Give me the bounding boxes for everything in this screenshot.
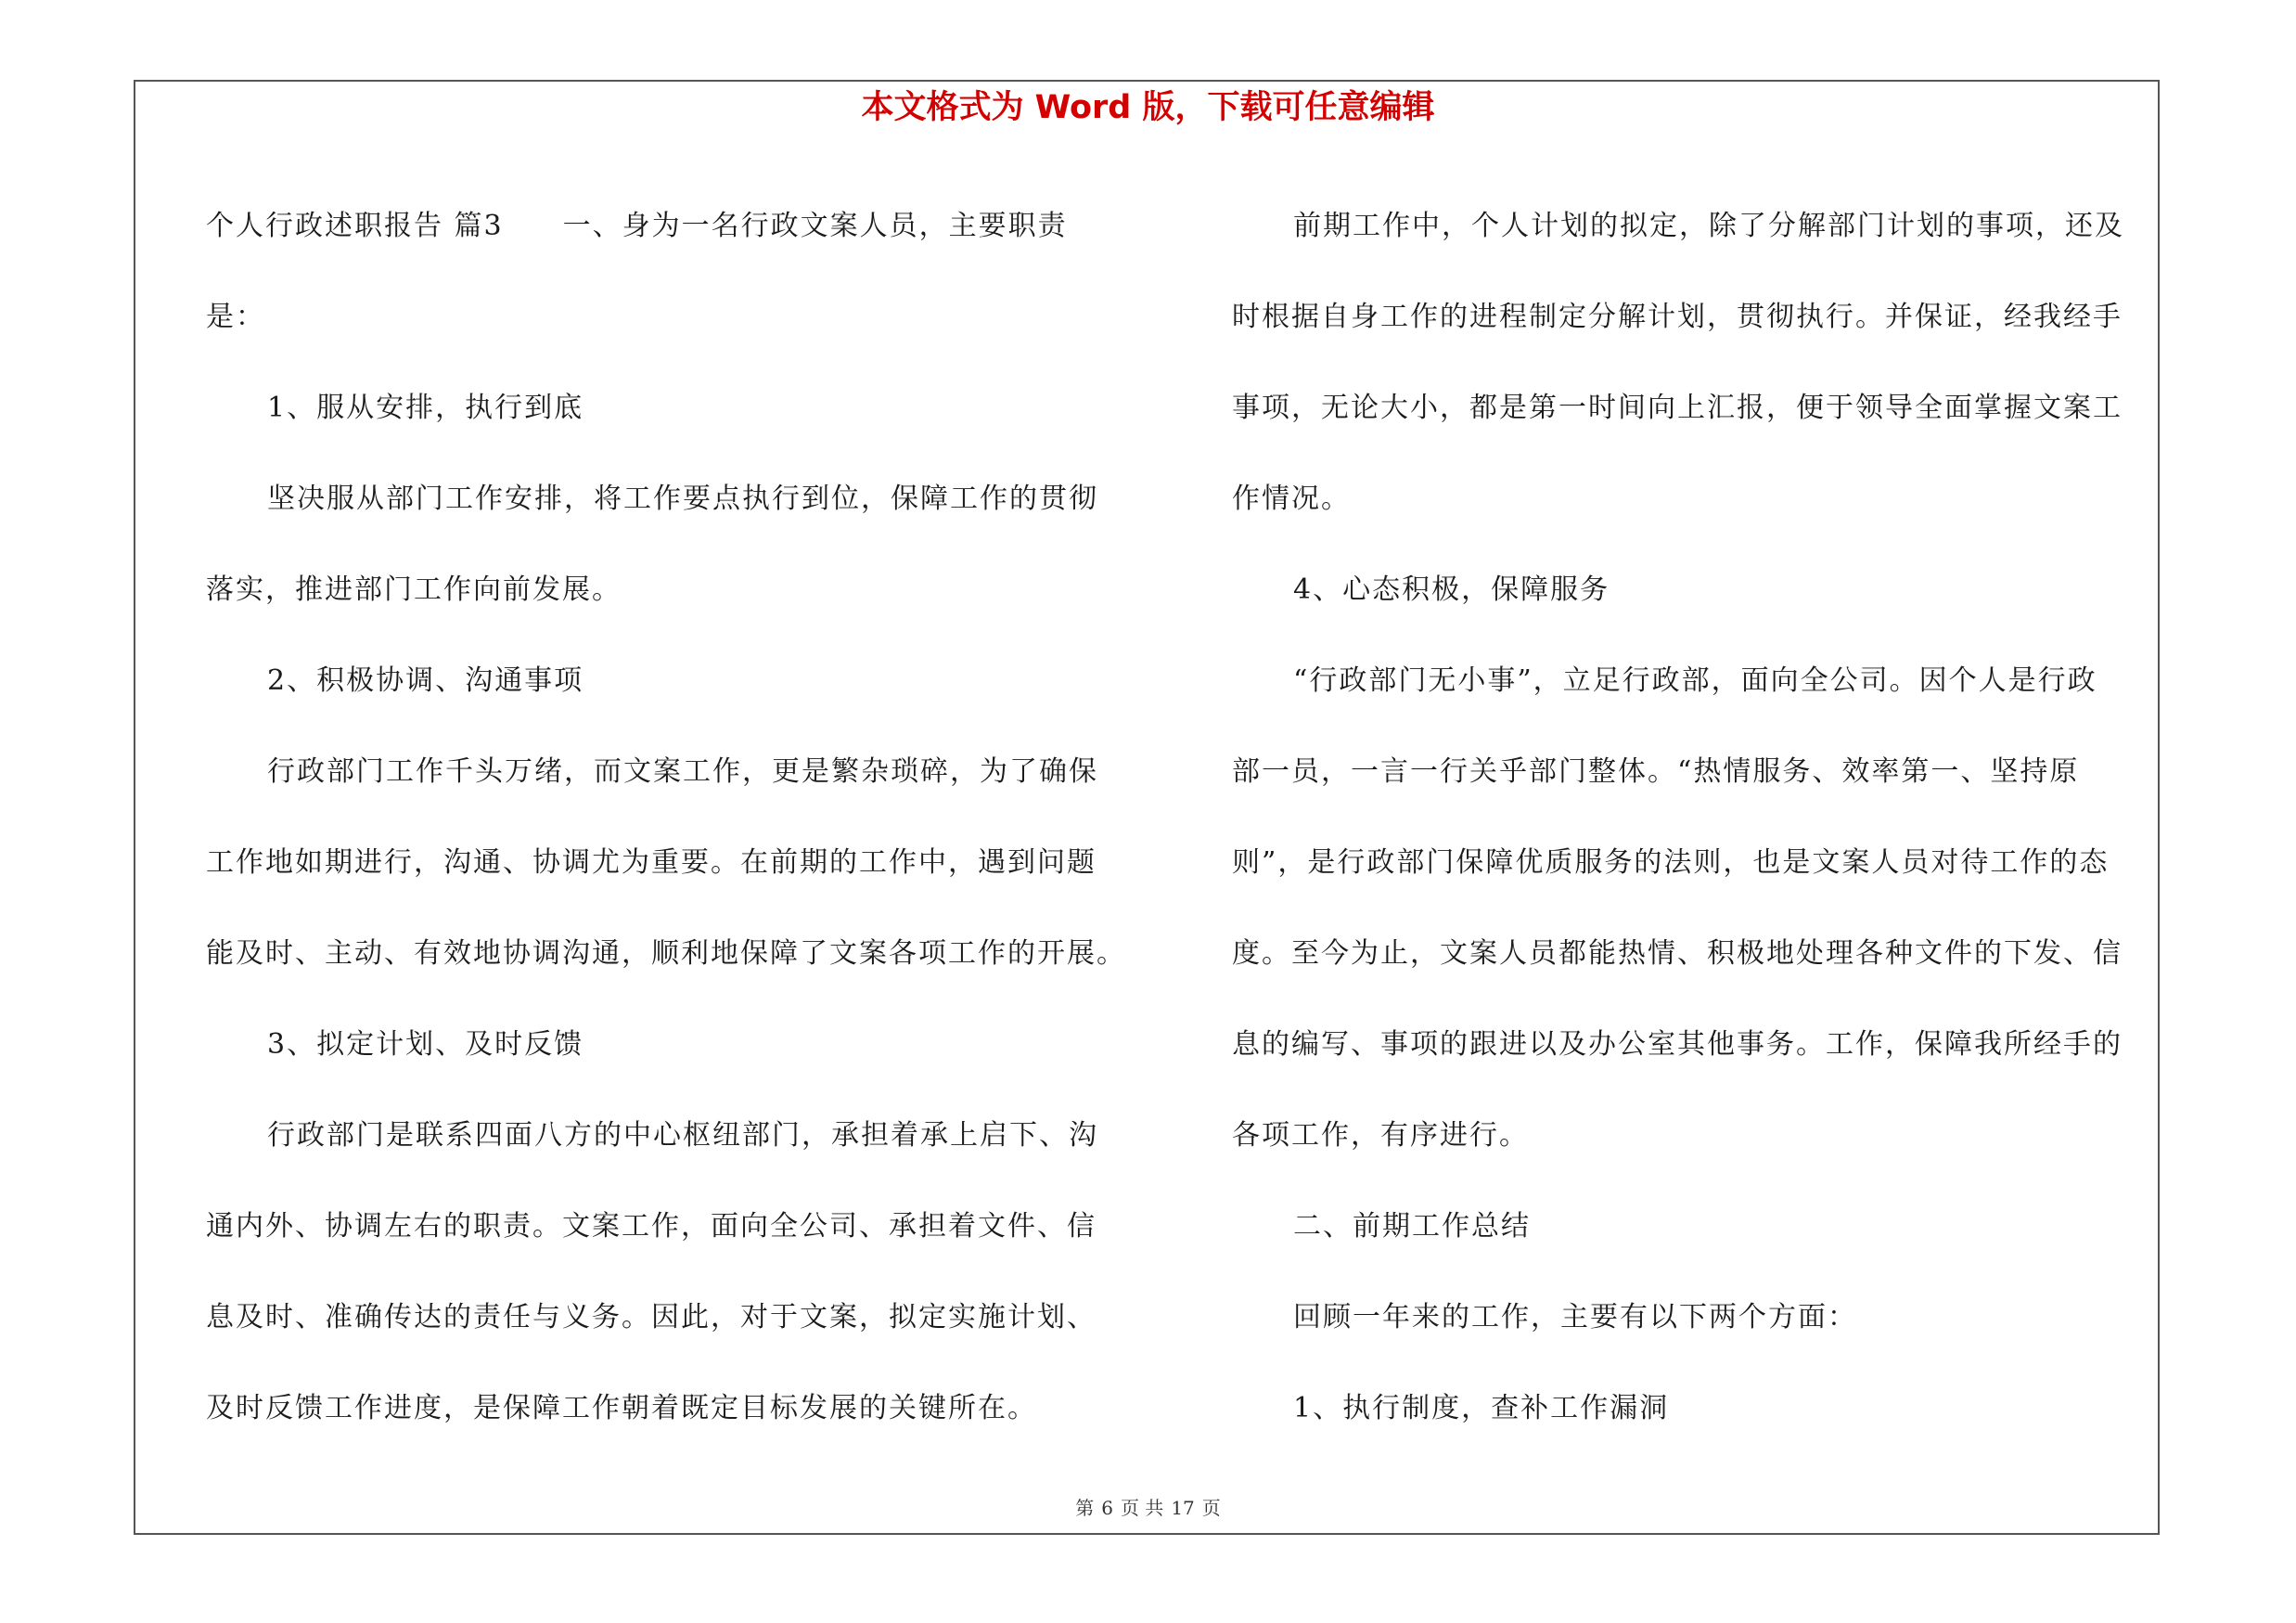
text-line: 作情况。 <box>1232 483 1351 515</box>
text-line: 息的编写、事项的跟进以及办公室其他事务。工作，保障我所经手的 <box>1232 1028 2123 1061</box>
text-line: 部一员，一言一行关乎部门整体。“热情服务、效率第一、坚持原 <box>1232 755 2080 788</box>
text-line: 行政部门工作千头万绪，而文案工作，更是繁杂琐碎，为了确保 <box>267 755 1098 788</box>
section-heading: 2、积极协调、沟通事项 <box>267 664 584 697</box>
footer-mid: 页 共 <box>1120 1497 1164 1519</box>
text-line: 个人行政述职报告 篇3 一、身为一名行政文案人员，主要职责 <box>206 210 1068 242</box>
text-line: 落实，推进部门工作向前发展。 <box>206 573 622 606</box>
left-column <box>206 181 1143 1454</box>
text-line: 事项，无论大小，都是第一时间向上汇报，便于领导全面掌握文案工 <box>1232 392 2123 424</box>
text-line: 回顾一年来的工作，主要有以下两个方面： <box>1293 1301 1857 1333</box>
text-line: “行政部门无小事”，立足行政部，面向全公司。因个人是行政 <box>1293 664 2097 697</box>
right-column <box>1232 181 2150 1454</box>
page-number: 6 <box>1101 1497 1113 1519</box>
text-line: 时根据自身工作的进程制定分解计划，贯彻执行。并保证，经我经手 <box>1232 301 2123 333</box>
text-line: 则”，是行政部门保障优质服务的法则，也是文案人员对待工作的态 <box>1232 846 2110 879</box>
text-line: 度。至今为止，文案人员都能热情、积极地处理各种文件的下发、信 <box>1232 937 2123 970</box>
text-line: 前期工作中，个人计划的拟定，除了分解部门计划的事项，还及 <box>1293 210 2124 242</box>
total-pages: 17 <box>1171 1497 1195 1519</box>
section-heading: 二、前期工作总结 <box>1293 1210 1531 1243</box>
text-line: 工作地如期进行，沟通、协调尤为重要。在前期的工作中，遇到问题 <box>206 846 1097 879</box>
format-banner: 本文格式为 Word 版，下载可任意编辑 <box>861 89 1435 126</box>
section-heading: 1、执行制度，查补工作漏洞 <box>1293 1392 1670 1424</box>
section-heading: 1、服从安排，执行到底 <box>267 392 584 424</box>
text-line: 各项工作，有序进行。 <box>1232 1119 1529 1152</box>
text-line: 及时反馈工作进度，是保障工作朝着既定目标发展的关键所在。 <box>206 1392 1037 1424</box>
footer-suffix: 页 <box>1201 1497 1221 1519</box>
text-line: 通内外、协调左右的职责。文案工作，面向全公司、承担着文件、信 <box>206 1210 1097 1243</box>
text-line: 坚决服从部门工作安排，将工作要点执行到位，保障工作的贯彻 <box>267 483 1098 515</box>
section-heading: 3、拟定计划、及时反馈 <box>267 1028 584 1061</box>
text-line: 能及时、主动、有效地协调沟通，顺利地保障了文案各项工作的开展。 <box>206 937 1126 970</box>
section-heading: 4、心态积极，保障服务 <box>1293 573 1610 606</box>
text-line: 息及时、准确传达的责任与义务。因此，对于文案，拟定实施计划、 <box>206 1301 1097 1333</box>
text-line: 是： <box>206 301 265 333</box>
text-line: 行政部门是联系四面八方的中心枢纽部门，承担着承上启下、沟 <box>267 1119 1098 1152</box>
page-footer <box>0 1494 2296 1522</box>
footer-prefix: 第 <box>1075 1497 1095 1519</box>
